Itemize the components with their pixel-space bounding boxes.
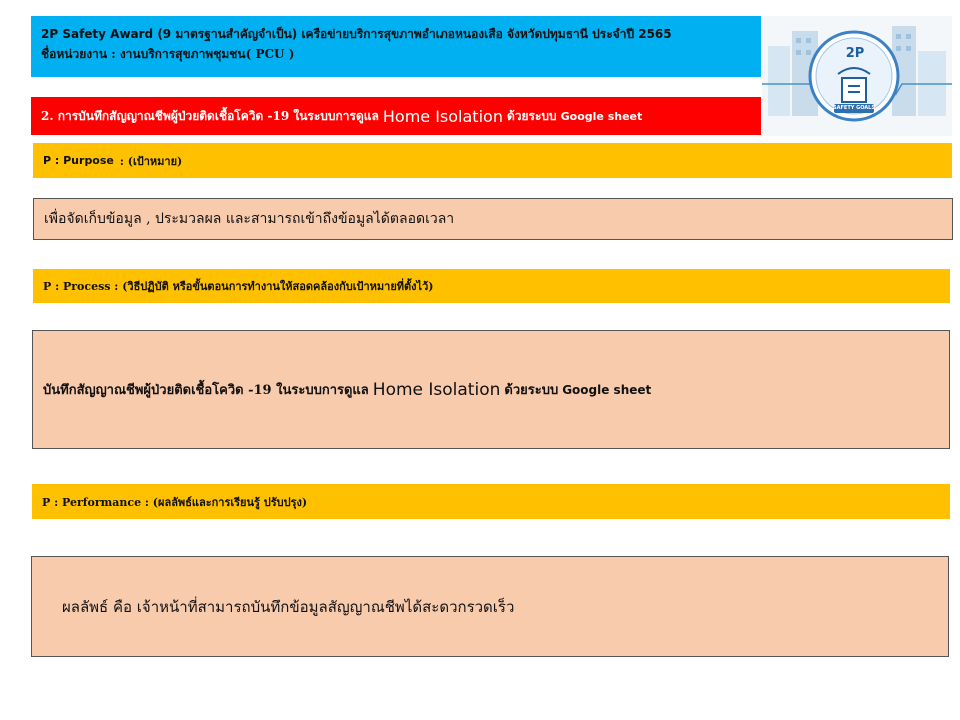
project-title-tool: Google sheet <box>560 109 643 123</box>
performance-label-bar <box>32 484 950 519</box>
purpose-label-en: P : Purpose <box>43 154 114 167</box>
process-content-suffix: ด้วยระบบ <box>504 383 559 398</box>
project-title-prefix: 2. การบันทึกสัญญาณชีพผู้ป่วยติดเชื้อโควิด -19 ในระบบการดูแล <box>41 108 379 123</box>
process-label-text: P : Process : (วิธีปฏิบัติ หรือขั้นตอนการทำงานให้สอดคล้องกับเป้าหมายที่ตั้งไว้) <box>43 280 434 293</box>
project-title-suffix: ด้วยระบบ <box>506 108 557 123</box>
project-title-highlight: Home Isolation <box>382 106 503 126</box>
purpose-label-bar <box>33 143 952 178</box>
project-title-bar <box>31 97 761 135</box>
safety-goals-logo <box>762 16 952 136</box>
logo-label: 2P <box>845 46 865 61</box>
award-title-line: 2P Safety Award (9 มาตรฐานสำคัญจำเป็น) เครือข่ายบริการสุขภาพอำเภอหนองเสือ จังหวัดปทุมธานี ประจำปี 2565 <box>41 27 672 41</box>
process-content-tool: Google sheet <box>562 382 652 397</box>
purpose-content-text: เพื่อจัดเก็บข้อมูล , ประมวลผล และสามารถเข้าถึงข้อมูลได้ตลอดเวลา <box>44 211 455 227</box>
safety-goals-logo-icon <box>762 16 952 136</box>
process-content-box <box>32 330 950 449</box>
performance-label-text: P : Performance : (ผลลัพธ์และการเรียนรู้ ปรับปรุง) <box>42 495 308 509</box>
process-content-highlight: Home Isolation <box>372 379 501 400</box>
purpose-content-box <box>33 198 953 240</box>
logo-subtitle: SAFETY GOALS <box>833 105 875 111</box>
purpose-label-th: : (เป้าหมาย) <box>119 154 183 168</box>
process-content-prefix: บันทึกสัญญาณชีพผู้ป่วยติดเชื้อโควิด -19 ในระบบการดูแล <box>43 383 369 398</box>
unit-name-line: ชื่อหน่วยงาน : งานบริการสุขภาพชุมชน( PCU ) <box>41 47 295 61</box>
performance-content-box <box>31 556 949 657</box>
performance-content-text: ผลลัพธ์ คือ เจ้าหน้าที่สามารถบันทึกข้อมูลสัญญาณชีพได้สะดวกรวดเร็ว <box>62 597 515 616</box>
award-header <box>31 16 761 77</box>
process-label-bar <box>33 269 950 303</box>
